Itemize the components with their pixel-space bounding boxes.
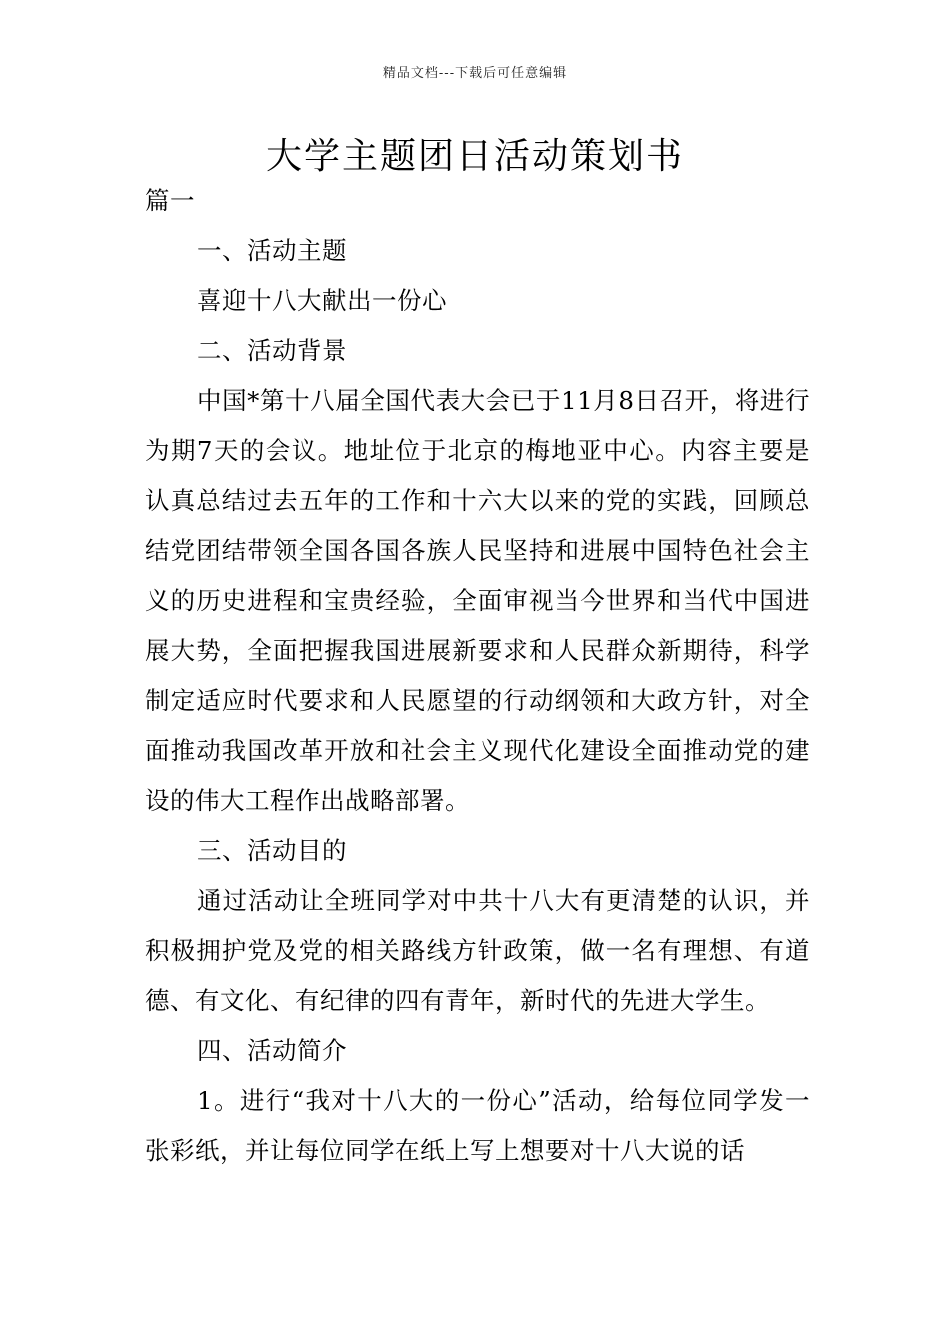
section-heading-purpose: 三、活动目的 — [197, 836, 347, 865]
document-title: 大学主题团日活动策划书 — [265, 136, 684, 177]
section-text-theme: 喜迎十八大献出一份心 — [197, 286, 447, 315]
part-label: 篇一 — [145, 186, 195, 215]
section-text-background: 中国*第十八届全国代表大会已于11月8日召开，将进行为期7天的会议。地址位于北京的梅地亚中心。内容主要是认真总结过去五年的工作和十六大以来的党的实践，回顾总结党团结带领全国各国各族人民坚持和进展中国特色社会主义的历史进程和宝贵经验，全面审视当今世界和当代中国进展大势，全面把握我国进展新要求和人民群众新期待，科学制定适应时代要求和人民愿望的行动纲领和大政方针，对全面推动我国改革开放和社会主义现代化建设全面推动党的建设的伟大工程作出战略部署。 — [145, 386, 810, 815]
section-text-intro: 1。进行“我对十八大的一份心”活动，给每位同学发一张彩纸，并让每位同学在纸上写上想要对十八大说的话 — [145, 1086, 810, 1165]
section-text-purpose: 通过活动让全班同学对中共十八大有更清楚的认识，并积极拥护党及党的相关路线方针政策，做一名有理想、有道德、有文化、有纪律的四有青年，新时代的先进大学生。 — [145, 886, 810, 1015]
section-heading-background: 二、活动背景 — [197, 336, 347, 365]
page-header: 精品文档---下载后可任意编辑 — [382, 66, 568, 81]
section-heading-intro: 四、活动简介 — [197, 1036, 347, 1065]
document-body — [145, 176, 810, 1176]
section-heading-theme: 一、活动主题 — [197, 236, 347, 265]
